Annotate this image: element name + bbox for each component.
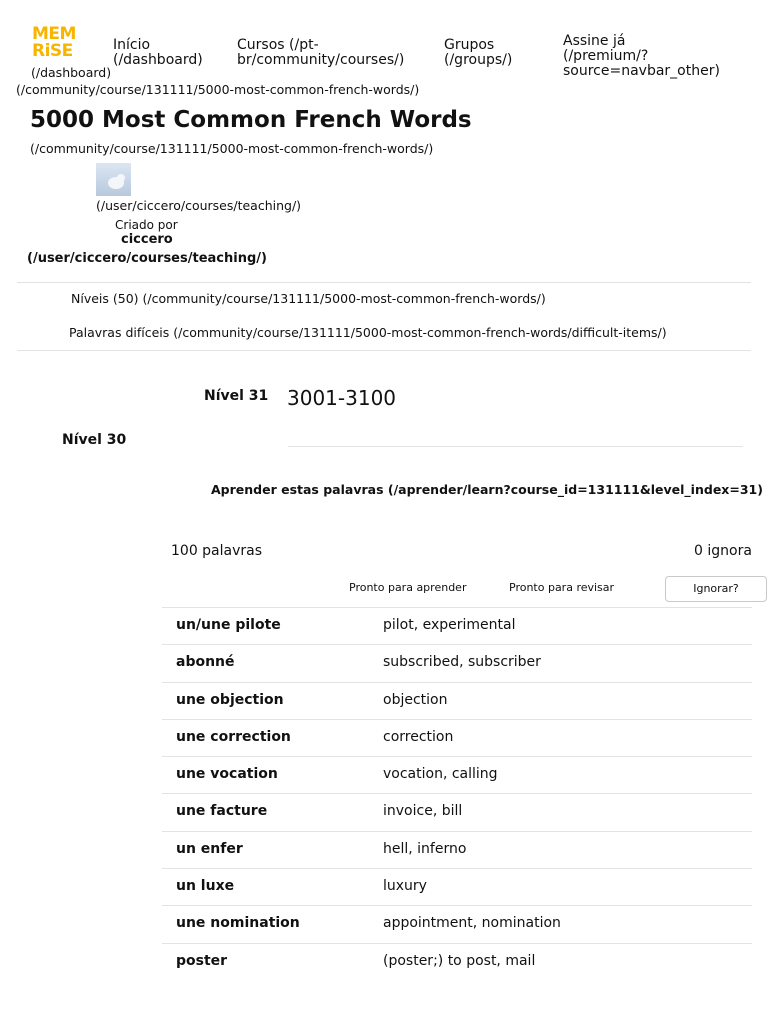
- course-title[interactable]: 5000 Most Common French Words: [30, 107, 472, 133]
- ready-to-learn-label: Pronto para aprender: [349, 581, 467, 594]
- nav-inicio-label: Início: [113, 37, 151, 53]
- definition-cell: vocation, calling: [383, 766, 498, 782]
- definition-cell: luxury: [383, 878, 427, 894]
- definition-cell: appointment, nomination: [383, 915, 561, 931]
- table-row[interactable]: [162, 943, 752, 981]
- learn-words-button[interactable]: Aprender estas palavras (/aprender/learn?course_id=131111&level_index=31): [211, 482, 763, 497]
- tabs-top-divider: [17, 282, 751, 283]
- ignore-button[interactable]: Ignorar?: [665, 576, 767, 602]
- level-divider: [288, 446, 743, 447]
- logo-link-text[interactable]: (/dashboard): [31, 65, 112, 80]
- definition-cell: objection: [383, 692, 448, 708]
- nav-assine-label: Assine já: [563, 33, 626, 49]
- nav-cursos[interactable]: [237, 38, 404, 68]
- definition-cell: correction: [383, 729, 454, 745]
- current-level-name: 3001-3100: [287, 386, 397, 410]
- tab-levels[interactable]: Níveis (50) (/community/course/131111/5000-most-common-french-words/): [71, 291, 546, 306]
- nav-cursos-href-2: br/community/courses/): [237, 52, 405, 68]
- course-home-link[interactable]: (/community/course/131111/5000-most-common-french-words/): [16, 82, 420, 97]
- table-row[interactable]: [162, 644, 752, 682]
- avatar-link[interactable]: (/user/ciccero/courses/teaching/): [96, 198, 302, 213]
- word-cell: une nomination: [176, 915, 300, 931]
- table-row[interactable]: [162, 756, 752, 794]
- course-title-link[interactable]: (/community/course/131111/5000-most-common-french-words/): [30, 141, 434, 156]
- creator-name[interactable]: ciccero: [121, 232, 173, 247]
- word-cell: une facture: [176, 803, 268, 819]
- nav-grupos[interactable]: [444, 38, 512, 68]
- table-row[interactable]: [162, 682, 752, 720]
- word-cell: poster: [176, 953, 228, 969]
- definition-cell: pilot, experimental: [383, 617, 516, 633]
- word-cell: une vocation: [176, 766, 278, 782]
- table-row[interactable]: [162, 831, 752, 869]
- tabs-bottom-divider: [17, 350, 751, 351]
- logo-text-line1: MEM: [32, 24, 76, 44]
- word-count: 100 palavras: [171, 543, 263, 559]
- word-cell: un enfer: [176, 841, 243, 857]
- word-cell: un/une pilote: [176, 617, 281, 633]
- table-row[interactable]: [162, 607, 752, 645]
- table-row[interactable]: [162, 868, 752, 906]
- tab-difficult-words[interactable]: Palavras difíceis (/community/course/131111/5000-most-common-french-words/difficult-items/): [69, 325, 667, 340]
- ready-to-review-label: Pronto para revisar: [509, 581, 615, 594]
- word-cell: une objection: [176, 692, 284, 708]
- nav-cursos-href-1: (/pt-: [289, 37, 319, 53]
- nav-inicio[interactable]: [113, 38, 203, 68]
- table-row[interactable]: [162, 905, 752, 943]
- nav-inicio-href: (/dashboard): [113, 52, 203, 68]
- memrise-logo[interactable]: [32, 24, 76, 64]
- table-row[interactable]: [162, 793, 752, 831]
- creator-link[interactable]: (/user/ciccero/courses/teaching/): [27, 251, 267, 266]
- definition-cell: hell, inferno: [383, 841, 467, 857]
- current-level-label: Nível 31: [204, 388, 269, 404]
- word-cell: abonné: [176, 654, 235, 670]
- created-by-label: Criado por: [115, 218, 178, 232]
- previous-level-link[interactable]: Nível 30: [62, 432, 127, 448]
- definition-cell: invoice, bill: [383, 803, 463, 819]
- nav-grupos-label: Grupos: [444, 37, 495, 53]
- word-cell: un luxe: [176, 878, 235, 894]
- nav-assine-href-1: (/premium/?: [563, 48, 649, 64]
- word-cell: une correction: [176, 729, 291, 745]
- nav-assine[interactable]: [563, 34, 720, 79]
- polar-bear-icon: [96, 163, 131, 196]
- table-row[interactable]: [162, 719, 752, 757]
- ignored-count: 0 ignora: [694, 543, 752, 559]
- nav-assine-href-2: source=navbar_other): [563, 63, 720, 79]
- nav-grupos-href: (/groups/): [444, 52, 513, 68]
- definition-cell: (poster;) to post, mail: [383, 953, 536, 969]
- definition-cell: subscribed, subscriber: [383, 654, 541, 670]
- logo-text-line2: RiSE: [32, 41, 73, 61]
- nav-cursos-label: Cursos: [237, 37, 285, 53]
- creator-avatar[interactable]: [96, 163, 131, 196]
